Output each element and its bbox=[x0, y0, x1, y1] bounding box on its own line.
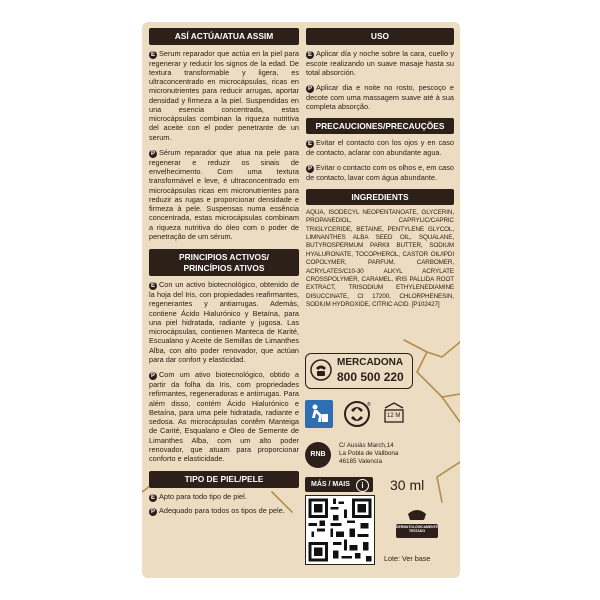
ingredients-list: AQUA, ISODECYL NEOPENTANOATE, GLYCERIN, PROPANEDIOL, CAPRYLIC/CAPRIC TRIGLYCERIDE, BETAINE, PENTYLENE GLYCOL, LIMNANTHES ALBA SEED OIL, SQUALANE, BUTYROSPERMUM PARKII BUTTER, SODIUM HYALURONATE, TOCOPHEROL, CASTOR OIL/IPDI COPOLYMER, PARFUM, CARBOMER, ACRYLATES/C10-30 ALKYL ACRYLATE CROSSPOLYMER, CARAMEL, IRIS PALLIDA ROOT EXTRACT, TRISODIUM ETHYLENEDIAMINE DISUCCINATE, CI 17200, CHLORPHENESIN, SODIUM HYDROXIDE, CITRIC ACID. [P102427] bbox=[306, 209, 454, 308]
label-panel bbox=[142, 22, 460, 578]
lot-number: Lote: Ver base bbox=[384, 554, 431, 563]
qr-code[interactable] bbox=[305, 495, 375, 565]
spanish-badge-icon: E bbox=[150, 283, 155, 289]
precautions-heading: PRECAUCIONES/PRECAUÇÕES bbox=[306, 118, 454, 135]
active-ingredients-heading bbox=[149, 249, 299, 276]
how-it-works-es-text: Serum reparador que actúa en la piel para regenerar y reducir los signos de la edad. De textura transformable y ligera, es ultraconcentrado en microcápsulas, ricas en micronutrientes para reducir arrugas, aportar densidad y firmeza a la piel. Suspendidas en una esencia concentrada, estas microcápsulas combinan la riqueza nutritiva del aceite con el poder penetrante de un serum. bbox=[149, 48, 299, 142]
green-dot-icon bbox=[343, 400, 371, 428]
precautions-es bbox=[306, 138, 454, 157]
volume: 30 ml bbox=[390, 477, 425, 493]
portuguese-badge-icon: P bbox=[307, 86, 312, 92]
mercadona-name: MERCADONA bbox=[337, 357, 404, 368]
usage-pt-text: Aplicar dia e noite no rosto, pescoço e decote com uma massagem suave até à sua completa absorção. bbox=[306, 83, 454, 112]
phone-customer-icon bbox=[310, 359, 332, 381]
portuguese-badge-icon: P bbox=[150, 508, 155, 515]
skin-type-pt-text: Adequado para todos os tipos de pele. bbox=[159, 505, 285, 515]
spanish-badge-icon: E bbox=[307, 51, 312, 58]
more-info-label bbox=[305, 477, 373, 492]
portuguese-badge-icon: P bbox=[307, 166, 312, 173]
ingredients-heading: INGREDIENTS bbox=[306, 189, 454, 206]
more-info-text: MÁS / MAIS bbox=[311, 481, 350, 488]
address-line1: C/ Ausiàs March,14 bbox=[339, 442, 394, 449]
spanish-badge-icon: E bbox=[307, 141, 312, 147]
spanish-badge-icon: E bbox=[150, 51, 155, 58]
precautions-es-text: Evitar el contacto con los ojos y en caso de contacto, aclarar con abundante agua. bbox=[306, 138, 454, 157]
how-it-works-pt bbox=[149, 148, 299, 241]
mercadona-contact-box bbox=[305, 353, 413, 389]
active-ingredients-title-line2: PRINCÍPIOS ATIVOS bbox=[183, 262, 265, 273]
usage-es-text: Aplicar día y noche sobre la cara, cuello y escote realizando un suave masaje hasta su total absorción. bbox=[306, 48, 454, 77]
company-address bbox=[339, 442, 398, 467]
tidyman-icon bbox=[305, 400, 333, 428]
active-ingredients-es-text: Con un activo biotecnológico, obtenido de la hoja del Iris, con propiedades reafirmantes, regenerantes y antiarrugas. Además, contiene Ácido Hialurónico y Betaína, para una piel hidratada, radiante y jugosa. Las microcápsulas, contienen Manteca de Karité, Escualano y Aceite de Semillas de Limanthes Alba, con alto poder renovador, que actúan para dar confort y elasticidad. bbox=[149, 280, 299, 364]
left-column bbox=[149, 28, 299, 522]
portuguese-badge-icon: P bbox=[150, 373, 155, 379]
how-it-works-pt-text: Sérum reparador que atua na pele para regenerar e reduzir os sinais de envelhecimento. Com uma textura transformável e leve, é ultraconcentrado em microcápsulas ricas em micronutrientes para reduzir as rugas e proporcionar densidade e firmeza à pele. Suspensas numa essência concentrada, estas microcápsulas combinam a riqueza nutritiva do óleo com o poder de penetração de um sérum. bbox=[149, 147, 299, 241]
usage-es bbox=[306, 49, 454, 78]
precautions-pt-text: Evitar o contacto com os olhos e, em caso de contacto, lavar com água abundante. bbox=[306, 163, 454, 183]
skin-type-heading: TIPO DE PIEL/PELE bbox=[149, 471, 299, 488]
active-ingredients-pt-text: Com um ativo biotecnológico, obtido a partir da folha da Iris, com propriedades refirmantes, regeneradoras e antirrugas. Para além disso, contém Ácido Hialurónico e Betaína, para uma pele hidratada, radiante e sedosa. As microcápsulas contêm Manteiga de Carité, Esqualano e Óleo de Semente de Limanthes Alba, com um alto poder renovador, que atuam para proporcionar conforto e elasticidade. bbox=[149, 370, 299, 463]
portuguese-badge-icon: P bbox=[150, 150, 155, 157]
company-info bbox=[305, 440, 445, 470]
how-it-works-heading: ASÍ ACTÚA/ATUA ASSIM bbox=[149, 28, 299, 45]
usage-heading: USO bbox=[306, 28, 454, 45]
derm-line2: TESTADO bbox=[409, 529, 425, 534]
active-ingredients-title-line1: PRINCIPIOS ACTIVOS/ bbox=[179, 252, 269, 262]
how-it-works-es bbox=[149, 49, 299, 142]
mercadona-phone: 800 500 220 bbox=[337, 370, 404, 384]
derm-line1: DERMATOLÓGICAMENTE bbox=[396, 525, 438, 529]
skin-type-es bbox=[149, 492, 299, 502]
address-line3: 46185 Valencia bbox=[339, 458, 382, 466]
rnb-logo: RNB bbox=[305, 442, 331, 468]
active-ingredients-es bbox=[149, 280, 299, 364]
pao-label: 12 M bbox=[387, 413, 401, 419]
right-column bbox=[306, 28, 454, 309]
active-ingredients-pt bbox=[149, 370, 299, 463]
usage-pt bbox=[306, 83, 454, 112]
address-line2: La Pobla de Vallbona bbox=[339, 450, 399, 458]
skin-type-pt bbox=[149, 506, 299, 516]
svg-text:®: ® bbox=[367, 402, 371, 408]
derm-badge-text bbox=[396, 525, 438, 534]
skin-type-es-text: Apto para todo tipo de piel. bbox=[159, 491, 247, 501]
spanish-badge-icon: E bbox=[150, 494, 155, 501]
precautions-pt bbox=[306, 163, 454, 182]
recycling-symbols bbox=[305, 400, 445, 430]
info-icon: i bbox=[356, 479, 369, 492]
